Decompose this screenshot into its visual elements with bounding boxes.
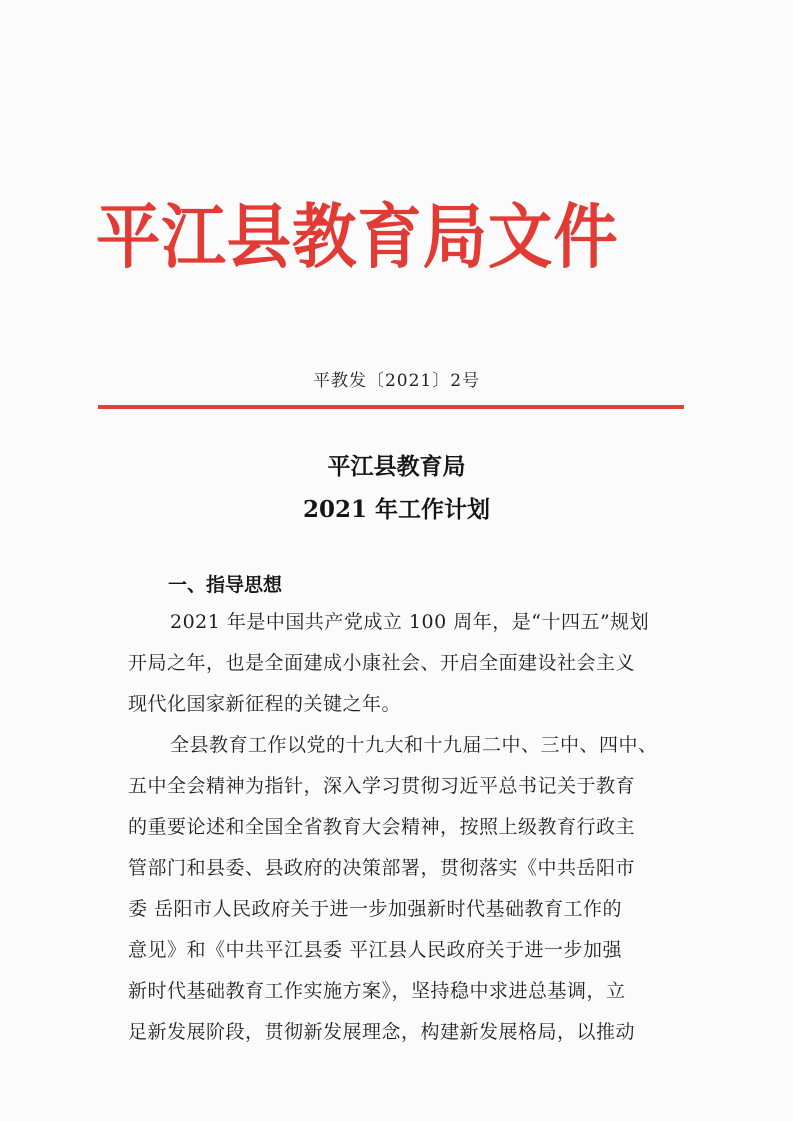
document-masthead: 平江县教育局文件 (96, 195, 619, 278)
paragraph-line: 2021 年是中国共产党成立 100 周年，是“十四五”规划 (170, 611, 650, 633)
paragraph-line: 现代化国家新征程的关键之年。 (128, 693, 402, 715)
paragraph-line: 管部门和县委、县政府的决策部署，贯彻落实《中共岳阳市 (128, 857, 636, 879)
paragraph-line: 新时代基础教育工作实施方案》，坚持稳中求进总基调，立 (128, 980, 626, 1002)
paragraph-line: 的重要论述和全国全省教育大会精神，按照上级教育行政主 (128, 816, 636, 838)
paragraph-line: 意见》和《中共平江县委 平江县人民政府关于进一步加强 (128, 939, 623, 961)
paragraph-line: 足新发展阶段，贯彻新发展理念，构建新发展格局，以推动 (128, 1021, 636, 1043)
paragraph-line: 五中全会精神为指针，深入学习贯彻习近平总书记关于教育 (128, 775, 636, 797)
section-heading: 一、指导思想 (168, 574, 283, 596)
red-divider-line (98, 405, 684, 409)
document-number: 平教发〔2021〕2号 (312, 371, 481, 391)
document-title-line-2: 2021 年工作计划 (302, 496, 491, 523)
paragraph-line: 开局之年，也是全面建成小康社会、开启全面建设社会主义 (128, 652, 636, 674)
document-title-line-1: 平江县教育局 (327, 453, 466, 480)
paragraph-line: 全县教育工作以党的十九大和十九届二中、三中、四中、 (170, 734, 658, 756)
paragraph-line: 委 岳阳市人民政府关于进一步加强新时代基础教育工作的 (128, 898, 623, 920)
